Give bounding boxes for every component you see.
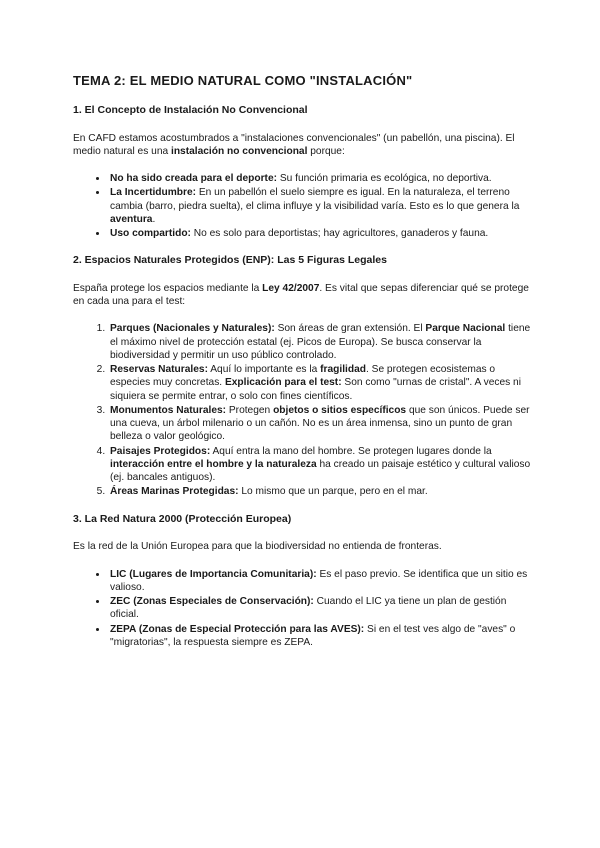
list-item: 5. Áreas Marinas Protegidas: Lo mismo que un parque, pero en el mar. — [108, 485, 533, 498]
section-1-heading: 1. El Concepto de Instalación No Convencional — [73, 103, 308, 116]
list-item: • Uso compartido: No es solo para deportistas; hay agricultores, ganaderos y fauna. — [108, 227, 533, 240]
list-item: 3. Monumentos Naturales: Protegen objetos o sitios específicos que son únicos. Puede ser una cueva, un árbol milenario o un cañón. No es un área inmensa, sino un punto de gran belleza o valor geológico. — [108, 404, 533, 444]
list-item: 2. Reservas Naturales: Aquí lo importante es la fragilidad. Se protegen ecosistemas o especies muy concretas. Explicación para el test: Son como "urnas de cristal". A veces ni siquiera se permite entrar, o solo con fines científicos. — [108, 363, 533, 403]
section-1-bullet-list — [73, 172, 533, 240]
list-item: • LIC (Lugares de Importancia Comunitaria): Es el paso previo. Se identifica que un sitio es valioso. — [108, 568, 533, 595]
document-title: TEMA 2: EL MEDIO NATURAL COMO "INSTALACIÓN" — [73, 73, 413, 88]
list-item: 1. Parques (Nacionales y Naturales): Son áreas de gran extensión. El Parque Nacional tiene el máximo nivel de protección estatal (ej. Picos de Europa). Se busca conservar la biodiversidad y permitir un uso público controlado. — [108, 322, 533, 362]
list-item: • ZEPA (Zonas de Especial Protección para las AVES): Si en el test ves algo de "aves" o "migratorias", la respuesta siempre es ZEPA. — [108, 623, 533, 650]
section-3-intro: Es la red de la Unión Europea para que la biodiversidad no entienda de fronteras. — [73, 541, 442, 553]
list-item: • La Incertidumbre: En un pabellón el suelo siempre es igual. En la naturaleza, el terreno cambia (barro, piedra suelta), el clima influye y la visibilidad varía. Esto es lo que genera la aventura. — [108, 186, 533, 226]
list-item: • No ha sido creada para el deporte: Su función primaria es ecológica, no deportiva. — [108, 172, 533, 185]
section-1-intro: En CAFD estamos acostumbrados a "instalaciones convencionales" (un pabellón, una piscina). El medio natural es una instalación no convencional porque: — [73, 132, 515, 157]
section-3-heading: 3. La Red Natura 2000 (Protección Europea) — [73, 512, 292, 525]
section-2-intro: España protege los espacios mediante la Ley 42/2007. Es vital que sepas diferenciar qué se protege en cada una para el test: — [73, 282, 529, 308]
section-2-heading: 2. Espacios Naturales Protegidos (ENP): Las 5 Figuras Legales — [73, 254, 387, 267]
list-item: • ZEC (Zonas Especiales de Conservación): Cuando el LIC ya tiene un plan de gestión oficial. — [108, 595, 533, 622]
section-3-bullet-list — [73, 568, 533, 650]
section-2-numbered-list — [73, 322, 533, 498]
document-body — [73, 73, 533, 663]
list-item: 4. Paisajes Protegidos: Aquí entra la mano del hombre. Se protegen lugares donde la interacción entre el hombre y la naturaleza ha creado un paisaje estético y cultural valioso (ej. bancales antiguos). — [108, 445, 533, 485]
